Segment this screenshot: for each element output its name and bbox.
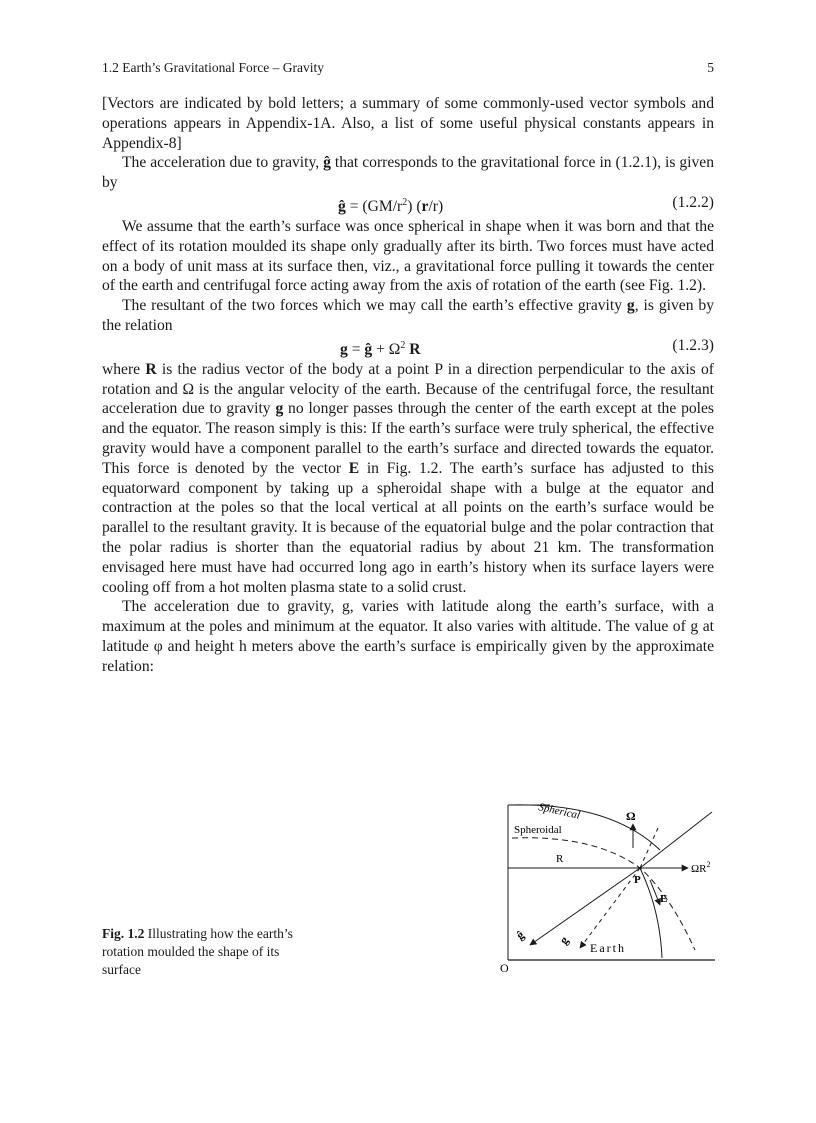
symbol-g: g (275, 400, 284, 418)
caption-label: Fig. 1.2 (102, 926, 145, 941)
g-vector (580, 868, 640, 948)
label-spherical: Spherical (537, 801, 582, 822)
ghat-vector (530, 868, 640, 945)
page-number: 5 (707, 60, 714, 75)
label-origin: O (500, 961, 509, 975)
text-run: The resultant of the two forces which we may call the earth’s effective gravity (122, 297, 627, 315)
label-omega-r2-sup: 2 (706, 860, 711, 869)
paragraph-effective-gravity (102, 296, 714, 336)
label-ghat: ĝ (513, 927, 527, 943)
paragraph-acceleration (102, 153, 714, 193)
figure-caption (102, 925, 302, 979)
equation-expression (338, 193, 443, 217)
label-omega-r2 (691, 860, 711, 875)
eq-text: + Ω (372, 340, 401, 358)
text-run: is the radius vector of the body at a point P in a direction perpendicular to the axis of rotation and Ω is the angular velocity of the earth. Because of the centrifugal force, the resultant acceleration due to gravity (102, 360, 714, 418)
text-run: where (102, 360, 146, 378)
label-g: g (556, 933, 572, 947)
symbol-R: R (145, 360, 157, 378)
equation-1-2-2 (102, 193, 714, 216)
vertical-extension (640, 828, 658, 868)
eq-symbol: ĝ (338, 198, 346, 216)
body-text (102, 94, 714, 677)
eq-text: ) ( (407, 198, 422, 216)
section-title: 1.2 Earth’s Gravitational Force – Gravity (102, 60, 324, 75)
label-omega-r2-text: ΩR (691, 863, 707, 875)
equation-number: (1.2.2) (672, 193, 714, 211)
eq-text: = (347, 340, 365, 358)
caption-text: Illustrating how the earth’s rotation moulded the shape of its surface (102, 926, 293, 977)
text-run: that corresponds to the gravitational force in (1.2.1), is given by (102, 154, 714, 192)
eq-symbol: R (405, 340, 421, 358)
label-R: R (556, 853, 564, 865)
running-header (102, 60, 714, 76)
eq-symbol: g (340, 340, 348, 358)
figure-1-2 (490, 790, 730, 990)
text-run: , is given by the relation (102, 297, 714, 334)
label-spheroidal: Spheroidal (514, 824, 562, 836)
eq-text: /r) (428, 198, 444, 216)
equation-1-2-3 (102, 336, 714, 356)
paragraph-vectors-note: [Vectors are indicated by bold letters; a summary of some commonly-used vector symbols and operations appears in Appendix-1A. Also, a list of some useful physical constants appears in Appendix-8] (102, 95, 714, 152)
eq-text: = (GM/r (345, 198, 403, 216)
radial-line-upper (640, 812, 712, 868)
text-run: in Fig. 1.2. The earth’s surface has adjusted to this equatorward component by taking up a spheroidal shape with a bulge at the equator and contraction at the poles so that the local vertical at all points on the earth’s surface would be parallel to the resultant gravity. It is because of the equatorial bulge and the polar contraction that the polar radius is shorter than the equatorial radius by about 21 km. The transformation envisaged here must have had occurred long ago in earth’s history when its surface layers were cooling off from a hot molten plasma state to a solid crust. (102, 459, 714, 596)
symbol-E: E (348, 459, 360, 477)
paragraph-radius-vector (102, 360, 714, 598)
eq-symbol: ĝ (364, 340, 373, 358)
symbol-g: g (626, 297, 635, 315)
earth-shape-diagram (490, 790, 730, 990)
paragraph-spherical-assumption: We assume that the earth’s surface was once spherical in shape when it was born and that the effect of its rotation moulded its shape only gradually after its birth. Two forces must have acted on a body of unit mass at its surface then, viz., a gravitational force pulling it towards the center of the earth and centrifugal force acting away from the axis of rotation of the earth (see Fig. 1.2). (102, 217, 714, 295)
symbol-ghat: ĝ (323, 154, 331, 172)
eq-symbol: r (421, 198, 429, 216)
label-omega: Ω (626, 809, 636, 823)
equation-expression (340, 336, 421, 360)
equation-number: (1.2.3) (672, 336, 714, 354)
text-run: The acceleration due to gravity, (122, 154, 324, 172)
eq-superscript: 2 (402, 196, 408, 208)
text-run: no longer passes through the center of the earth except at the poles and the equator. The reason simply is this: If the earth’s surface were truly spherical, the effective gravity would have a component parallel to the earth’s surface and directed towards the equator. This force is denoted by the vector (102, 400, 714, 477)
label-earth: Earth (590, 941, 626, 955)
eq-superscript: 2 (400, 339, 406, 351)
paragraph-latitude-variation: The acceleration due to gravity, g, varies with latitude along the earth’s surface, with a maximum at the poles and minimum at the equator. It also varies with altitude. The value of g at latitude φ and height h meters above the earth’s surface is empirically given by the approximate relation: (102, 598, 714, 675)
label-E: E (660, 893, 668, 905)
label-P: P (634, 874, 641, 886)
